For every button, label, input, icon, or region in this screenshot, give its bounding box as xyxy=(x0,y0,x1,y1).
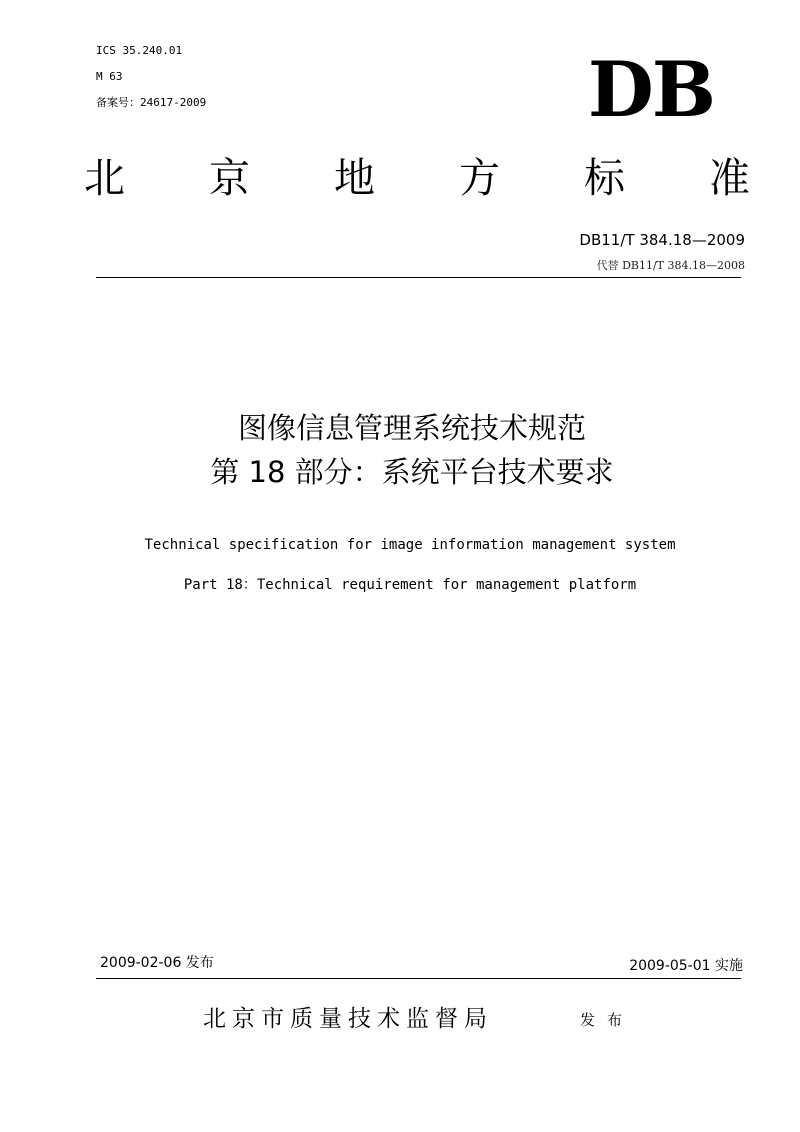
document-title-cn: 图像信息管理系统技术规范 xyxy=(237,411,586,445)
document-subtitle-en: Part 18：Technical requirement for management platform xyxy=(183,577,637,593)
publisher-name: 北京市质量技术监督局 xyxy=(203,1006,493,1032)
standard-type-char: 准 xyxy=(709,154,750,202)
publish-label: 发布 xyxy=(580,1011,635,1029)
standard-type-char: 地 xyxy=(334,154,375,202)
bottom-divider xyxy=(96,978,741,979)
document-subtitle-cn: 第 18 部分：系统平台技术要求 xyxy=(210,455,614,489)
standard-type-char: 标 xyxy=(584,154,625,202)
standard-type-char: 京 xyxy=(209,154,250,202)
standard-type-char: 方 xyxy=(459,154,500,202)
implementation-date: 2009-05-01 实施 xyxy=(629,958,743,974)
standard-type-char: 北 xyxy=(84,154,125,202)
standard-number: DB11/T 384.18—2009 xyxy=(579,231,745,249)
document-title-en: Technical specification for image information management system xyxy=(144,537,676,553)
ics-code: ICS 35.240.01 xyxy=(96,44,183,57)
standard-type-heading xyxy=(84,150,750,206)
issue-date: 2009-02-06 发布 xyxy=(100,955,214,971)
top-divider xyxy=(96,277,741,278)
replaces-standard: 代替 DB11/T 384.18—2008 xyxy=(596,259,745,272)
record-number: 备案号：24617-2009 xyxy=(96,96,207,109)
classification-code: M 63 xyxy=(96,70,123,83)
db-logo: DB xyxy=(587,45,714,134)
